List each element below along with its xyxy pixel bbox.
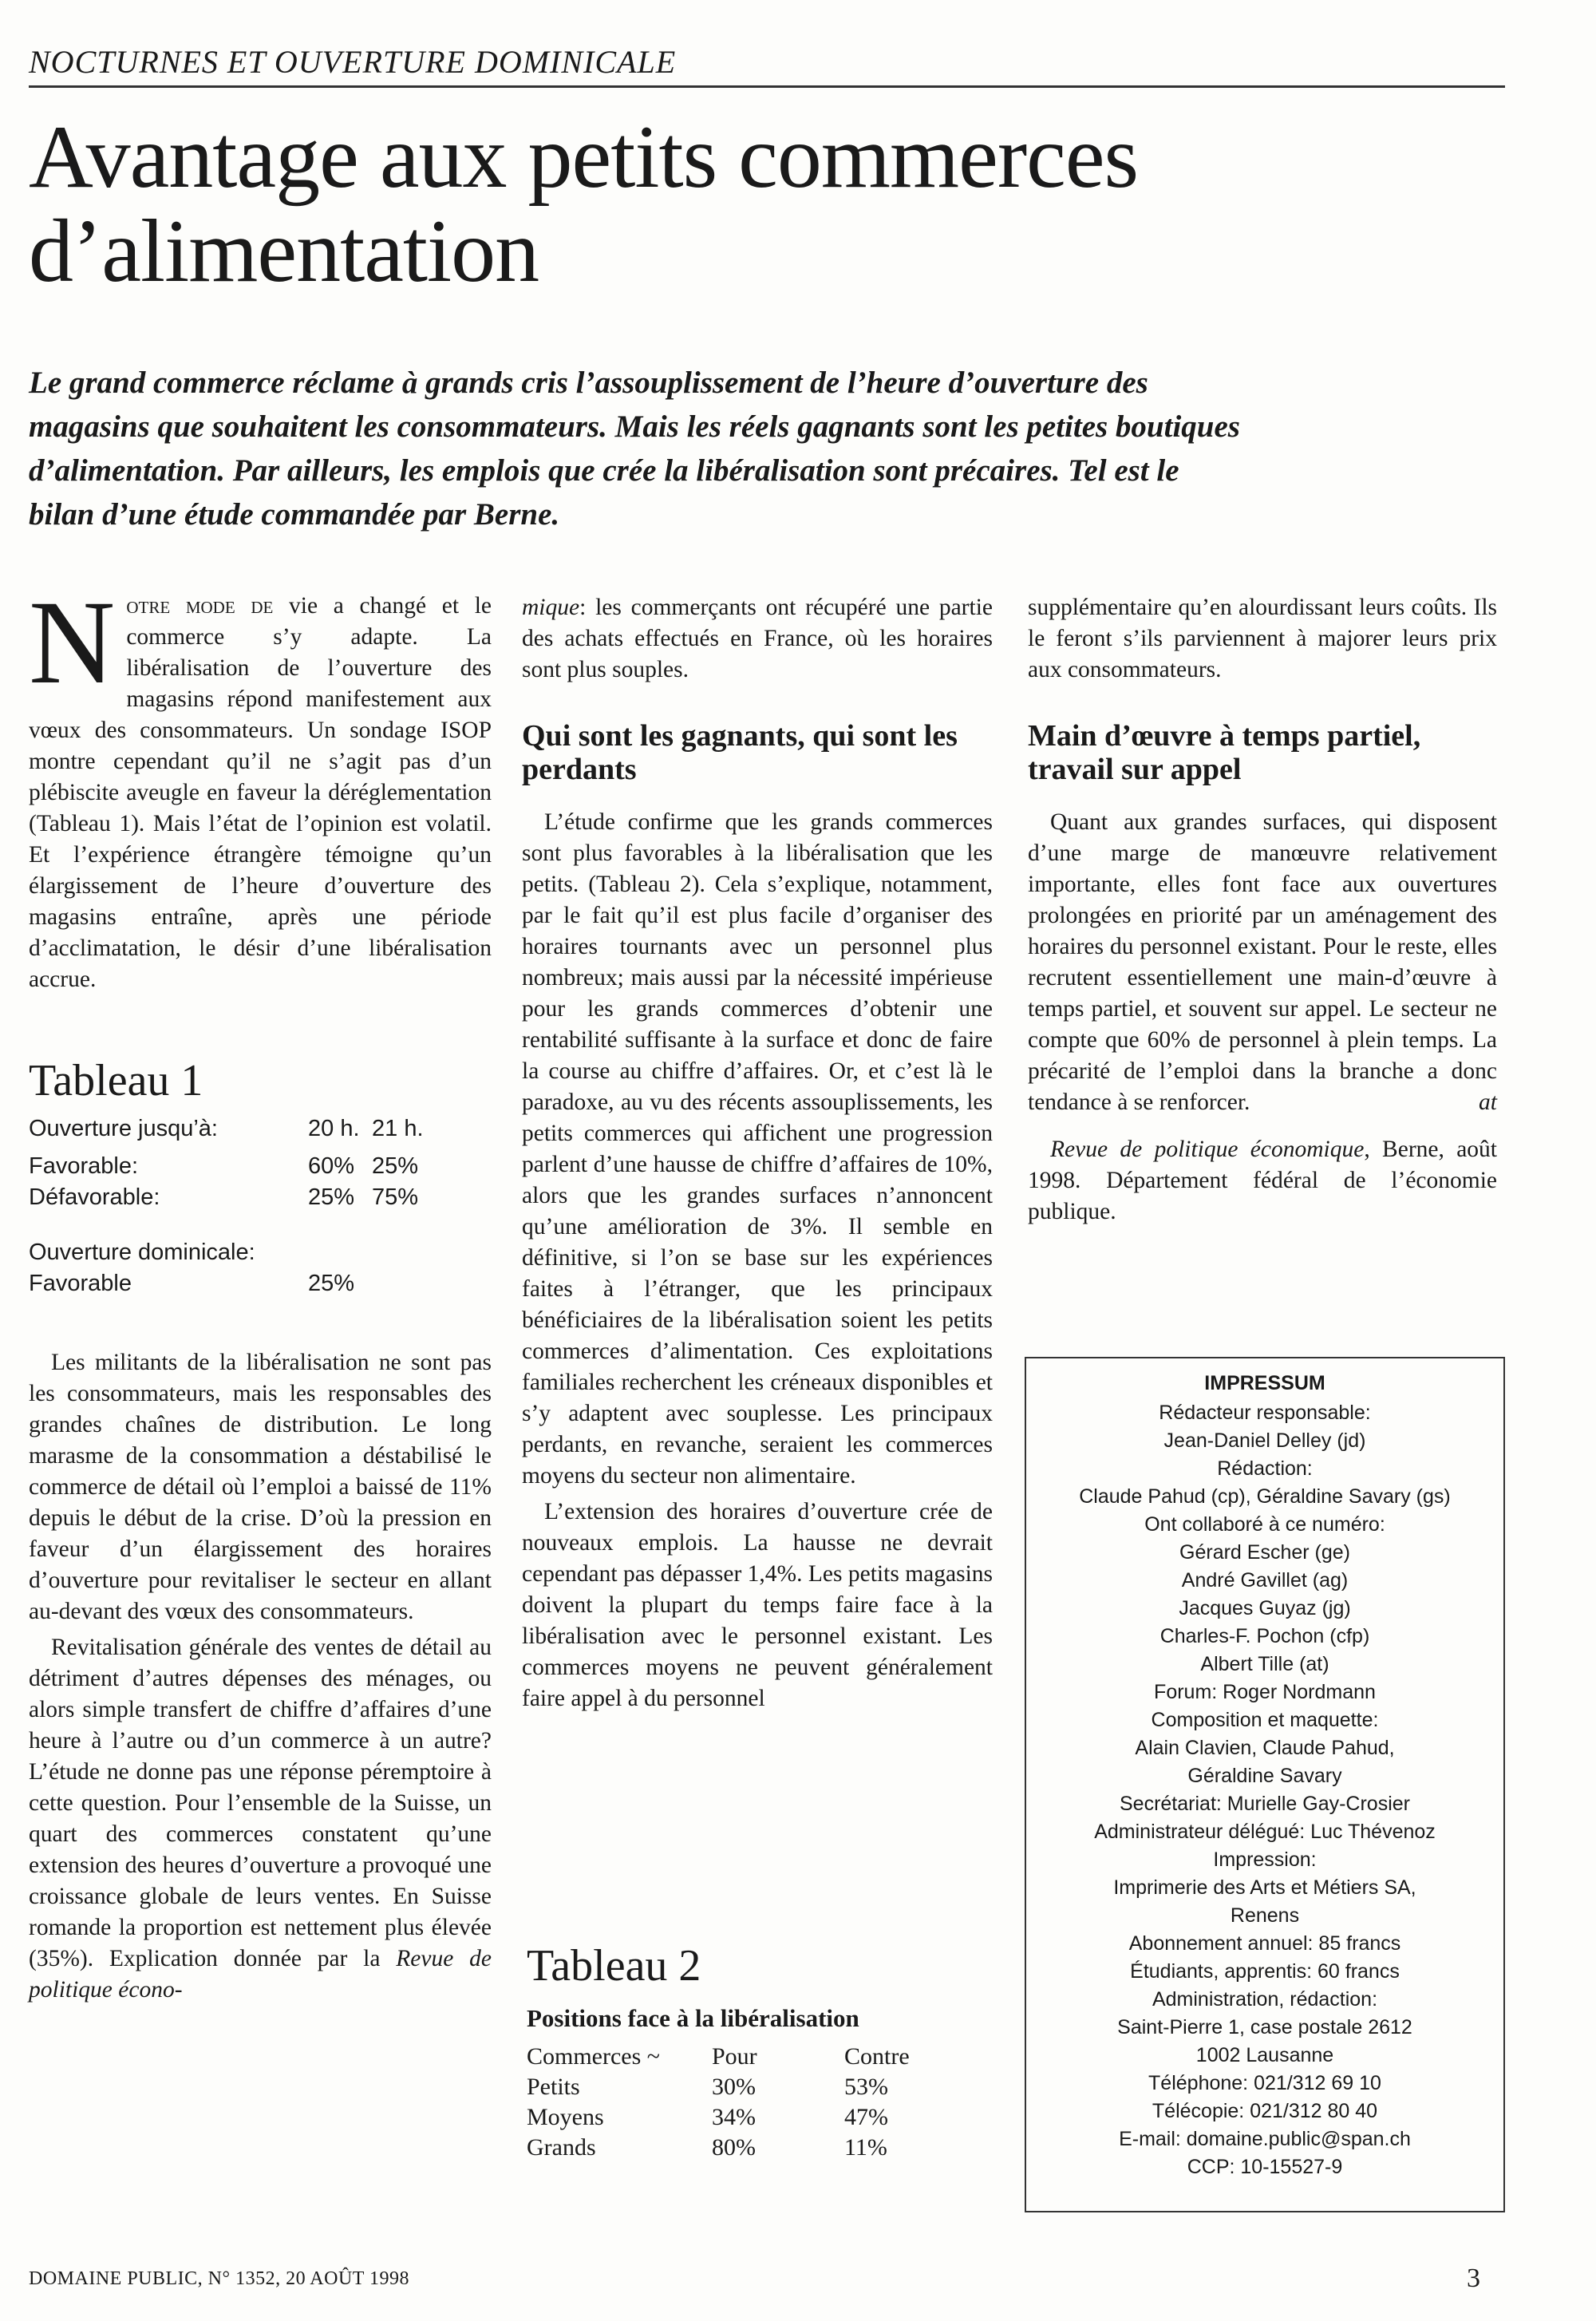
impressum-line: Renens: [1230, 1904, 1300, 1927]
table-cell: Ouverture jusqu’à:: [29, 1116, 218, 1141]
table-cell: 21 h.: [372, 1116, 424, 1141]
table-cell: 25%: [308, 1184, 355, 1210]
headline-line-2: d’alimentation: [29, 202, 539, 301]
impressum-line: Albert Tille (at): [1200, 1653, 1329, 1675]
impressum-line: Alain Clavien, Claude Pahud,: [1135, 1737, 1395, 1759]
col3-paragraph-1: supplémentaire qu’en alourdissant leurs coûts. Ils le feront s’ils parviennent à majorer leurs prix aux consommateurs.: [1028, 595, 1497, 682]
table-cell: Favorable:: [29, 1153, 139, 1179]
impressum-line: Composition et maquette:: [1151, 1709, 1379, 1731]
table-row: [29, 1113, 436, 1145]
impressum-line: Administration, rédaction:: [1152, 1988, 1378, 2011]
col2-paragraph-2: L’étude confirme que les grands commerces sont plus favorables à la libéralisation que les petits. (Tableau 2). Cela s’explique, notamment, par le fait qu’il est plus facile d’organiser des horaires tournants avec un personnel plus nombreux; mais aussi par la nécessité impérieuse pour les grands commerces d’obtenir une rentabilité suffisante à la surface et donc de faire la course au chiffre d’affaires. Or, et c’est là le paradoxe, au vu des récents assouplissements, les petits commerces qui affichent une progression parlent d’une hausse de chiffre d’affaires de 10%, alors que les grandes surfaces n’annoncent qu’une amélioration de 3%. Il semble en définitive, si l’on se base sur les expériences faites à l’étranger, que les principaux bénéficiaires de la libéralisation soient les petits commerces d’alimentation. Ces exploitations familiales recherchent les créneaux disponibles et s’y adaptent avec souplesse. Les principaux perdants, en revanche, seraient les commerces moyens du secteur non alimentaire.: [522, 809, 993, 1489]
journal-title-continued: mique: [522, 595, 580, 620]
impressum-line: Impression:: [1213, 1848, 1317, 1871]
impressum-line: Jean-Daniel Delley (jd): [1163, 1429, 1366, 1452]
table-cell: Ouverture dominicale:: [29, 1240, 255, 1265]
col2-paragraph-3: L’extension des horaires d’ouverture crée de nouveaux emplois. La hausse ne devrait cependant pas dépasser 1,4%. Les petits magasins doivent la plupart du temps faire face à la libéralisation avec le personnel existant. Les commerces moyens ne peuvent généralement faire appel à du personnel: [522, 1499, 993, 1711]
table-row: [29, 1268, 436, 1299]
table-cell: 25%: [308, 1271, 355, 1296]
col1-paragraph-3-text: Revitalisation générale des ventes de détail au détriment d’autres dépenses des ménages, ou alors simple transfert de chiffre d’affaires d’une heure à l’autre ou d’un commerce à un autre? L’étude ne donne pas une réponse péremptoire à cette question. Pour l’ensemble de la Suisse, un quart des commerces constatent qu’une extension des heures d’ouverture a provoqué une croissance globale de leurs ventes. En Suisse romande la proportion est nettement plus élevée (35%). Explication donnée par la: [29, 1635, 492, 1971]
table-header-cell: Commerces ~: [527, 2043, 661, 2070]
impressum-line: Gérard Escher (ge): [1179, 1541, 1350, 1564]
tableau-2: [527, 1938, 990, 2163]
source-note: [1028, 1134, 1497, 1228]
smallcaps-opening: otre mode de: [126, 593, 274, 619]
table-row: [527, 2102, 910, 2133]
drop-cap: N: [29, 576, 116, 709]
table-cell: Moyens: [527, 2104, 604, 2130]
impressum-line: 1002 Lausanne: [1195, 2044, 1334, 2066]
impressum-box: [1025, 1357, 1505, 2212]
footer-publication: DOMAINE PUBLIC, N° 1352, 20 AOÛT 1998: [29, 2268, 409, 2289]
impressum-line: Administrateur délégué: Luc Thévenoz: [1094, 1821, 1436, 1843]
page-number: 3: [1467, 2264, 1480, 2293]
tableau-2-subtitle: Positions face à la libéralisation: [527, 2004, 859, 2032]
col2-paragraph-1: [522, 592, 993, 686]
impressum-line: Imprimerie des Arts et Métiers SA,: [1113, 1876, 1416, 1899]
col1-paragraph-2: Les militants de la libéralisation ne sont pas les consommateurs, mais les responsables des grandes chaînes de distribution. Le long marasme de la consommation a déstabilisé le commerce de détail où l’emploi a baissé de 11% depuis le début de la crise. D’où la pression en faveur d’un élargissement des horaires d’ouverture pour revitaliser le secteur en allant au-devant des vœux des consommateurs.: [29, 1350, 492, 1624]
impressum-line: CCP: 10-15527-9: [1187, 2156, 1343, 2178]
tableau-2-table: [527, 2042, 910, 2163]
table-cell: 53%: [844, 2074, 888, 2100]
impressum-line: Étudiants, apprentis: 60 francs: [1130, 1960, 1400, 1983]
headline-line-1: Avantage aux petits commerces: [29, 108, 1139, 207]
table-cell: Défavorable:: [29, 1184, 160, 1210]
impressum-line: Forum: Roger Nordmann: [1154, 1681, 1376, 1703]
lead-paragraph: Le grand commerce réclame à grands cris l’assouplissement de l’heure d’ouverture des magasins que souhaitent les consommateurs. Mais les réels gagnants sont les petites boutiques d’alimentation. Par ailleurs, les emplois que crée la libéralisation sont précaires. Tel est le bilan d’une étude commandée par Berne.: [29, 366, 1240, 532]
impressum-line: Claude Pahud (cp), Géraldine Savary (gs): [1079, 1485, 1451, 1508]
table-cell: 25%: [372, 1153, 419, 1179]
col1-paragraph-1-text: vie a changé et le commerce s’y adapte. La libéralisation de l’ouverture des magasins répond manifestement aux vœux des consommateurs. Un sondage ISOP montre cependant qu’il ne s’agit pas d’un plébiscite aveugle en faveur la déréglementation (Tableau 1). Mais l’état de l’opinion est volatil. Et l’expérience étrangère témoigne qu’un élargissement de l’heure d’ouverture des magasins entraîne, après une période d’acclimatation, le désir d’une libéralisation accrue.: [29, 593, 492, 992]
impressum-line: Ont collaboré à ce numéro:: [1144, 1513, 1385, 1536]
impressum-line: Téléphone: 021/312 69 10: [1148, 2072, 1381, 2094]
subheading-temps-partiel: Main d’œuvre à temps partiel, travail sur appel: [1028, 719, 1421, 786]
tableau-2-title: Tableau 2: [527, 1941, 701, 1991]
impressum-line: Rédacteur responsable:: [1159, 1402, 1371, 1424]
table-row: [527, 2133, 910, 2163]
table-header-row: [527, 2042, 910, 2072]
impressum-line: André Gavillet (ag): [1181, 1569, 1349, 1591]
impressum-line: Charles-F. Pochon (cfp): [1159, 1625, 1370, 1647]
table-row: [29, 1182, 436, 1213]
impressum-line: Géraldine Savary: [1187, 1765, 1342, 1787]
col3-paragraph-2-text: Quant aux grandes surfaces, qui disposent d’une marge de manœuvre relativement importante, elles font face aux ouvertures prolongées en priorité par un aménagement des horaires du personnel existant. Pour le reste, elles recrutent essentiellement une main-d’œuvre à temps partiel, et souvent sur appel. Le secteur ne compte que 60% de personnel à plein temps. La précarité de l’emploi dans la branche a donc tendance à se renforcer.: [1028, 809, 1497, 1115]
tableau-1: [29, 1053, 492, 1299]
col1-paragraph-1: [29, 576, 492, 995]
author-signature: at: [1479, 1089, 1497, 1115]
headline: [29, 110, 1545, 299]
source-note-text: , Berne, août 1998. Département fédéral de l’économie publique.: [1028, 1137, 1497, 1224]
tableau-1-title: Tableau 1: [29, 1056, 203, 1105]
column-1: [29, 576, 492, 2011]
impressum-line: Télécopie: 021/312 80 40: [1152, 2100, 1378, 2122]
table-cell: Grands: [527, 2134, 596, 2161]
table-cell: 11%: [844, 2134, 887, 2161]
table-row: [527, 2072, 910, 2102]
impressum-line: E-mail: domaine.public@span.ch: [1119, 2128, 1411, 2150]
table-header-cell: Pour: [712, 2043, 757, 2070]
table-cell: 47%: [844, 2104, 888, 2130]
col2-paragraph-1-text: : les commerçants ont récupéré une partie des achats effectués en France, où les horaires sont plus souples.: [522, 595, 993, 682]
impressum-title: IMPRESSUM: [1204, 1372, 1325, 1394]
table-cell: 20 h.: [308, 1116, 360, 1141]
impressum-line: Abonnement annuel: 85 francs: [1128, 1932, 1401, 1955]
table-cell: 34%: [712, 2104, 756, 2130]
table-cell: Favorable: [29, 1271, 132, 1296]
col3-paragraph-2: [1028, 807, 1497, 1118]
table-cell: 75%: [372, 1184, 419, 1210]
subheading-gagnants: Qui sont les gagnants, qui sont les perdants: [522, 719, 958, 786]
table-row: [29, 1151, 436, 1182]
column-2: [522, 592, 993, 1719]
source-journal: Revue de politique économique: [1050, 1137, 1365, 1162]
table-cell: 30%: [712, 2074, 756, 2100]
col1-paragraph-3: [29, 1632, 492, 2006]
table-cell: Petits: [527, 2074, 580, 2100]
section-kicker: NOCTURNES ET OUVERTURE DOMINICALE: [29, 43, 1505, 88]
impressum-line: Rédaction:: [1217, 1457, 1313, 1480]
table-header-cell: Contre: [844, 2043, 910, 2070]
tableau-1-table: [29, 1113, 436, 1299]
table-row: [29, 1237, 436, 1268]
column-3: [1028, 592, 1497, 1232]
impressum-line: Saint-Pierre 1, case postale 2612: [1117, 2016, 1412, 2038]
journal-title: Revue de politique écono-: [29, 1946, 492, 2003]
impressum-line: Jacques Guyaz (jg): [1179, 1597, 1351, 1619]
impressum-line: Secrétariat: Murielle Gay-Crosier: [1120, 1793, 1410, 1815]
table-cell: 60%: [308, 1153, 355, 1179]
table-cell: 80%: [712, 2134, 756, 2161]
